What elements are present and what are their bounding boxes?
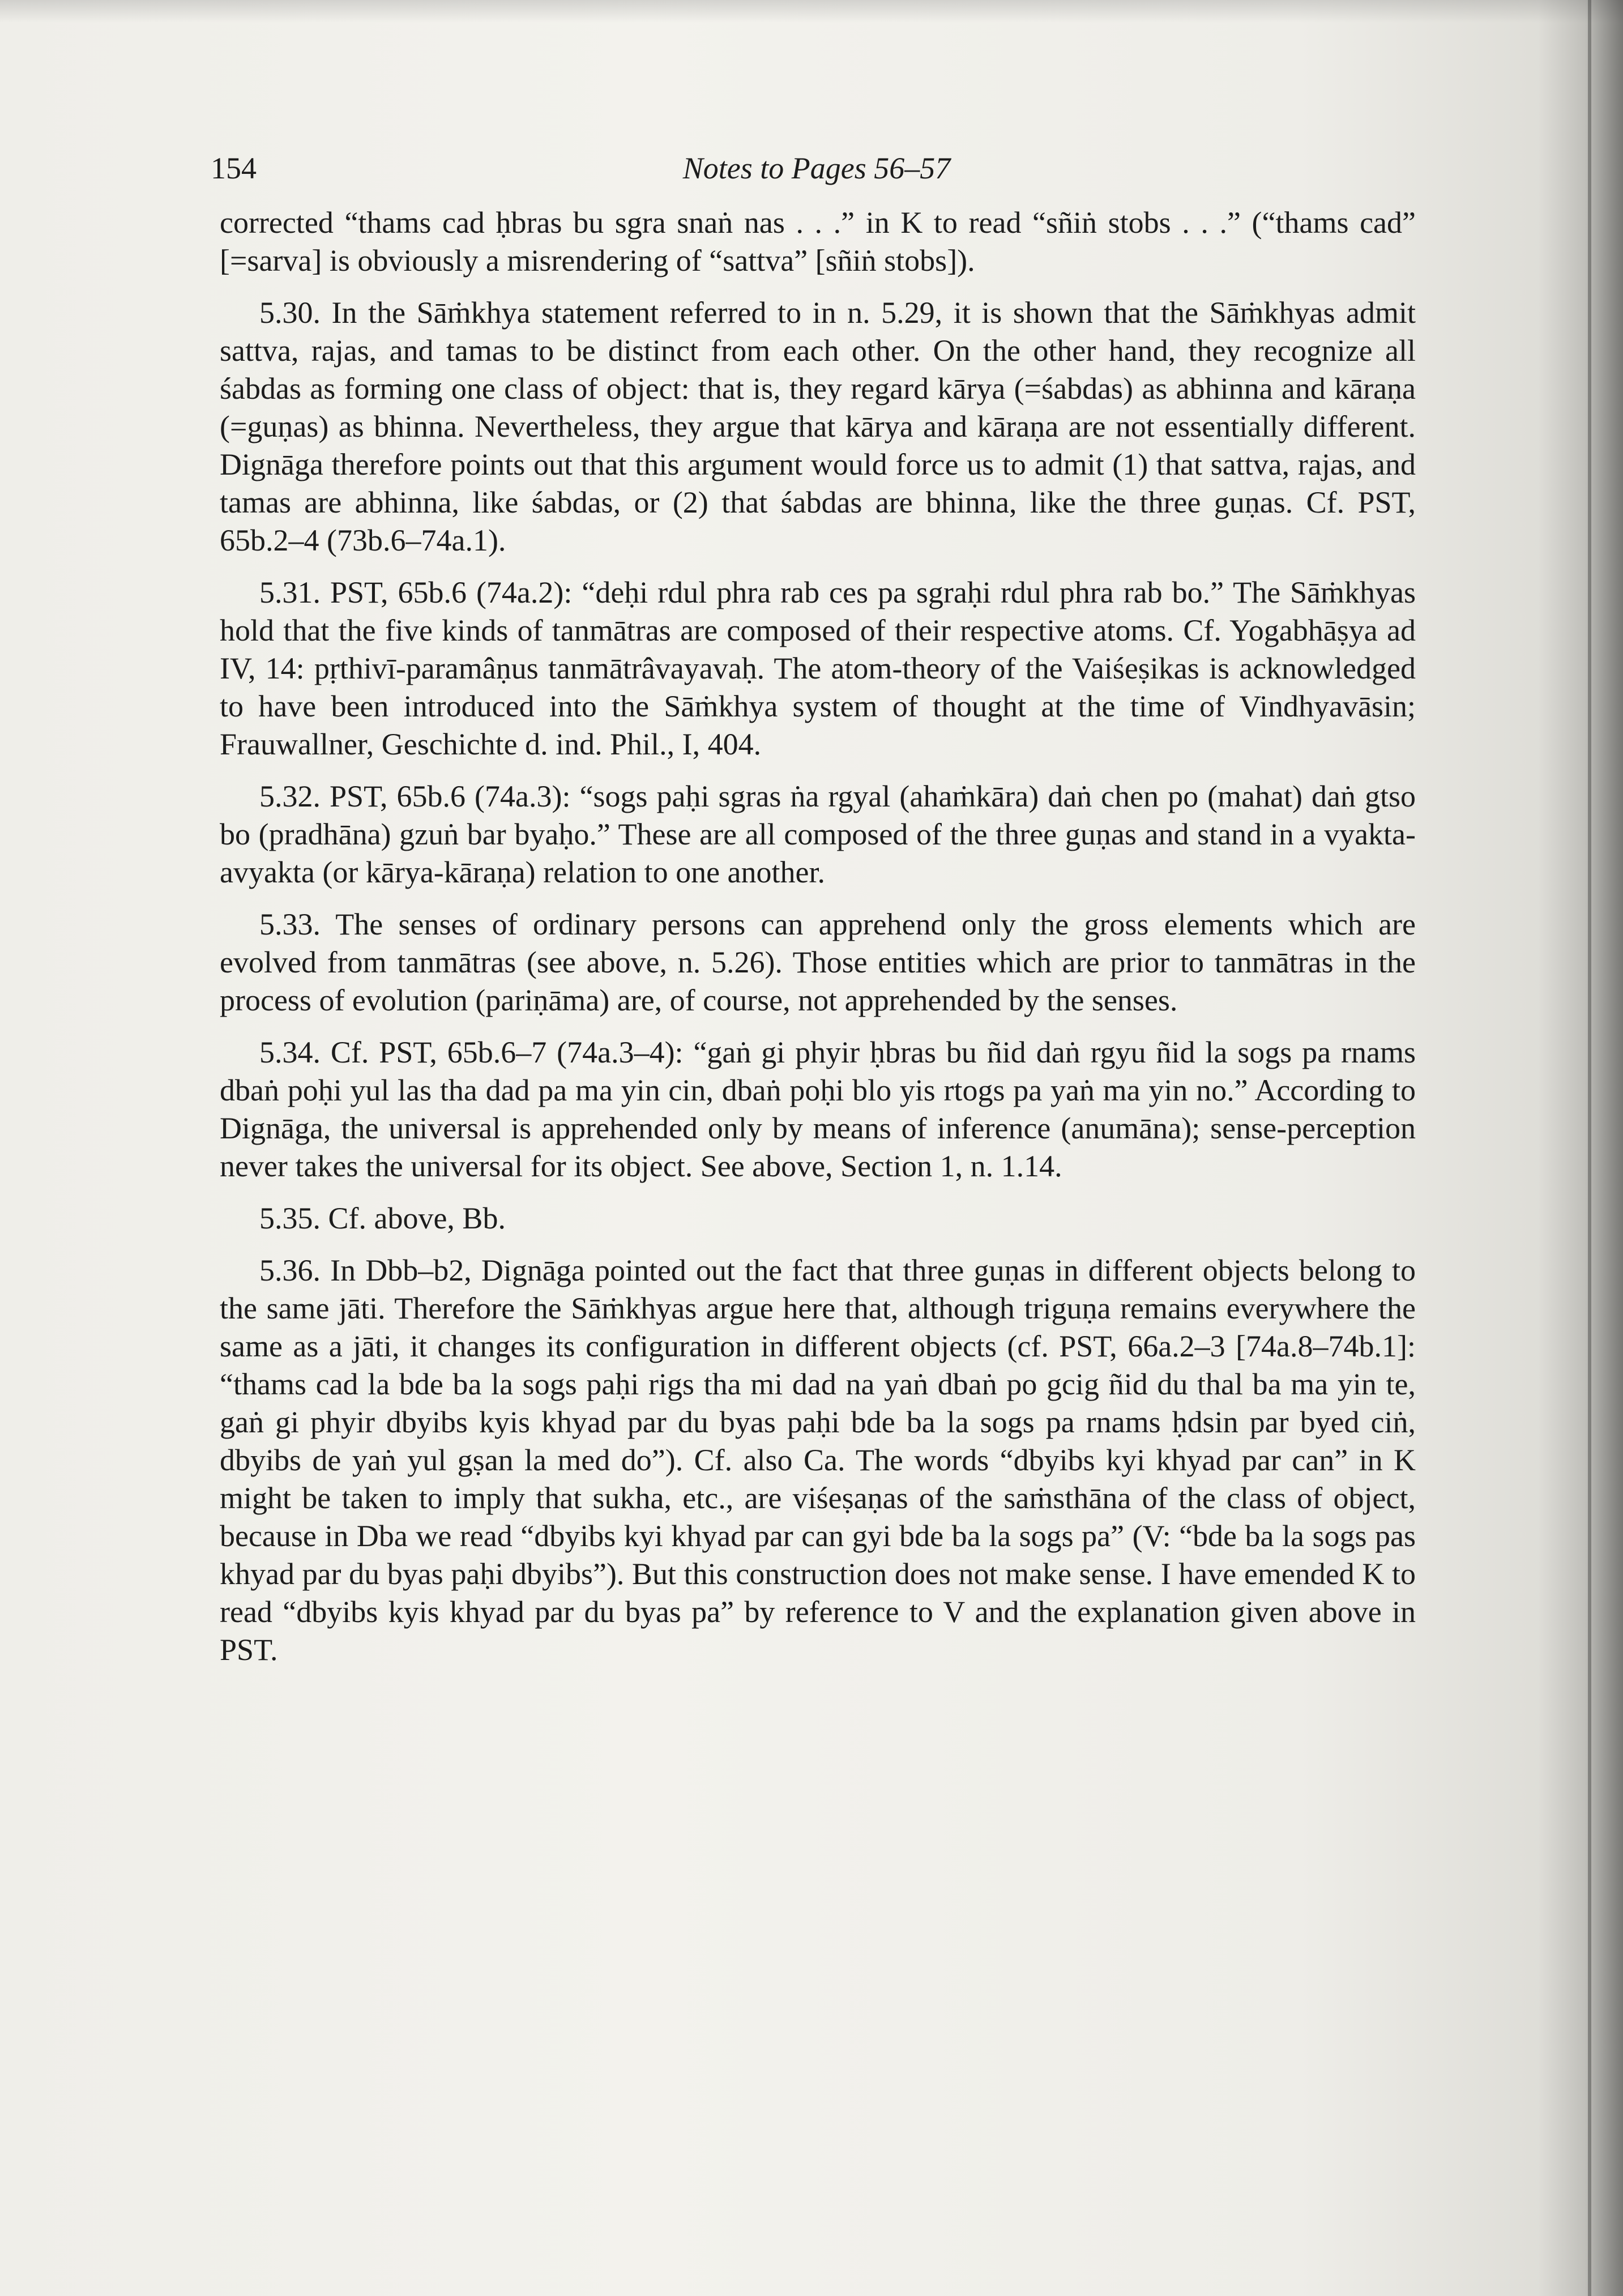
note-5-32: 5.32. PST, 65b.6 (74a.3): “sogs paḥi sgras ṅa rgyal (ahaṁkāra) daṅ chen po (mahat) daṅ gtso bo (pradhāna) gzuṅ bar byaḥo.” These are all composed of the three guṇas and stand in a vyakta-avyakta (or kārya-kāraṇa) relation to one another.: [220, 779, 1416, 889]
scan-top-shadow: [0, 0, 1623, 23]
note-5-33: 5.33. The senses of ordinary persons can apprehend only the gross elements which are evolved from tanmātras (see above, n. 5.26). Those entities which are prior to tanmātras in the process of evolution (pariṇāma) are, of course, not apprehended by the senses.: [220, 907, 1416, 1017]
note-5-35: 5.35. Cf. above, Bb.: [259, 1201, 506, 1235]
note-continuation: corrected “thams cad ḥbras bu sgra snaṅ nas . . .” in K to read “sñiṅ stobs . . .” (“thams cad” [=sarva] is obviously a misrendering of “sattva” [sñiṅ stobs]).: [220, 206, 1416, 278]
note-5-34: 5.34. Cf. PST, 65b.6–7 (74a.3–4): “gaṅ gi phyir ḥbras bu ñid daṅ rgyu ñid la sogs pa rnams dbaṅ poḥi yul las tha dad pa ma yin cin, dbaṅ poḥi blo yis rtogs pa yaṅ ma yin no.” According to Dignāga, the universal is apprehended only by means of inference (anumāna); sense-perception never takes the universal for its object. See above, Section 1, n. 1.14.: [220, 1035, 1416, 1183]
page-number: 154: [211, 151, 257, 185]
note-5-36: 5.36. In Dbb–b2, Dignāga pointed out the fact that three guṇas in different objects belong to the same jāti. Therefore the Sāṁkhyas argue here that, although triguṇa remains everywhere the same as a jāti, it changes its configuration in different objects (cf. PST, 66a.2–3 [74a.8–74b.1]: “thams cad la bde ba la sogs paḥi rigs tha mi dad na yaṅ dbaṅ po gcig ñid du thal ba ma yin te, gaṅ gi phyir dbyibs kyis khyad par du byas paḥi bde ba la sogs pa rnams ḥdsin par byed ciṅ, dbyibs de yaṅ yul gṣan la med do”). Cf. also Ca. The words “dbyibs kyi khyad par can” in K might be taken to imply that sukha, etc., are viśeṣaṇas of the saṁsthāna of the class of object, because in Dba we read “dbyibs kyi khyad par can gyi bde ba la sogs pa” (V: “bde ba la sogs pas khyad par du byas paḥi dbyibs”). But this construction does not make sense. I have emended K to read “dbyibs kyis khyad par du byas pa” by reference to V and the explanation given above in PST.: [220, 1253, 1416, 1667]
note-5-31: 5.31. PST, 65b.6 (74a.2): “deḥi rdul phra rab ces pa sgraḥi rdul phra rab bo.” The Sāṁkhyas hold that the five kinds of tanmātras are composed of their respective atoms. Cf. Yogabhāṣya ad IV, 14: pṛthivī-paramâṇus tanmātrâvayavaḥ. The atom-theory of the Vaiśeṣikas is acknowledged to have been introduced into the Sāṁkhya system of thought at the time of Vindhyavāsin; Frauwallner, Geschichte d. ind. Phil., I, 404.: [220, 575, 1416, 761]
note-5-30: 5.30. In the Sāṁkhya statement referred to in n. 5.29, it is shown that the Sāṁkhyas admit sattva, rajas, and tamas to be distinct from each other. On the other hand, they recognize all śabdas as forming one class of object: that is, they regard kārya (=śabdas) as abhinna and kāraṇa (=guṇas) as bhinna. Nevertheless, they argue that kārya and kāraṇa are not essentially different. Dignāga therefore points out that this argument would force us to admit (1) that sattva, rajas, and tamas are abhinna, like śabdas, or (2) that śabdas are bhinna, like the three guṇas. Cf. PST, 65b.2–4 (73b.6–74a.1).: [220, 296, 1416, 557]
page-header: [211, 148, 1423, 188]
running-head: Notes to Pages 56–57: [682, 151, 951, 185]
scan-edge-line: [1588, 0, 1591, 2296]
scan-edge-shadow: [1538, 0, 1623, 2296]
notes-body: [220, 204, 1416, 1683]
